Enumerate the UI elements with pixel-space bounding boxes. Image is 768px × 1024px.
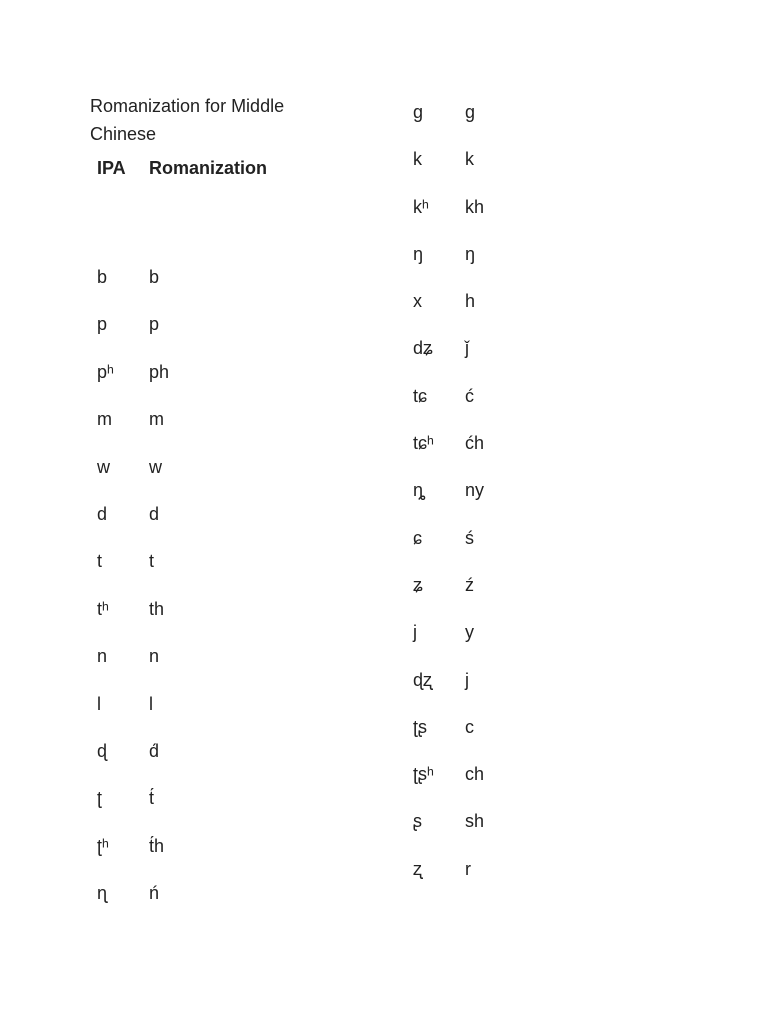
- romanization-cell: h: [465, 291, 476, 312]
- ipa-cell: l: [97, 693, 101, 714]
- romanization-cell: kh: [465, 196, 485, 217]
- romanization-cell: c: [465, 716, 474, 737]
- ipa-cell: ʈʰ: [97, 835, 109, 856]
- ipa-cell: tɕ: [413, 385, 428, 406]
- ipa-cell: t: [97, 551, 103, 572]
- ipa-cell: ɖ: [97, 740, 108, 761]
- ipa-cell: k: [413, 149, 422, 170]
- table-row: [0, 572, 768, 619]
- romanization-cell: ć: [465, 385, 474, 406]
- ipa-cell: d: [97, 503, 108, 524]
- ipa-cell: pʰ: [97, 361, 114, 382]
- table-row: [0, 525, 768, 572]
- ipa-cell: dʑ: [413, 338, 433, 359]
- ipa-cell: ɖʐ: [413, 669, 433, 690]
- romanization-cell: w: [149, 456, 162, 477]
- ipa-cell: ȵ: [413, 480, 426, 501]
- table-row: [0, 194, 768, 241]
- table-row: [0, 146, 768, 193]
- ipa-cell: ʑ: [413, 574, 423, 595]
- ipa-cell: p: [97, 314, 108, 335]
- ipa-cell: ʈ: [97, 788, 103, 809]
- table-row: [0, 288, 768, 335]
- ipa-cell: w: [97, 456, 110, 477]
- romanization-cell: d́: [149, 740, 160, 761]
- romanization-cell: j: [465, 669, 469, 690]
- ipa-cell: tɕʰ: [413, 433, 434, 454]
- romanization-cell: t́: [149, 788, 155, 809]
- romanization-cell: ch: [465, 764, 485, 785]
- romanization-cell: n: [149, 646, 160, 667]
- romanization-cell: k: [465, 149, 474, 170]
- table-row: [0, 667, 768, 714]
- ipa-cell: tʰ: [97, 598, 109, 619]
- header-ipa: IPA: [97, 158, 126, 178]
- ipa-cell: g: [413, 102, 424, 122]
- table-row: [0, 383, 768, 430]
- romanization-cell: th: [149, 598, 165, 619]
- romanization-cell: ǰ: [465, 338, 469, 359]
- romanization-cell: l: [149, 693, 153, 714]
- table-row: [0, 808, 768, 855]
- romanization-cell: r: [465, 858, 471, 879]
- header-romanization: Romanization: [149, 158, 268, 178]
- romanization-cell: b: [149, 267, 160, 287]
- right-column: [0, 99, 768, 903]
- romanization-cell: sh: [465, 811, 485, 832]
- ipa-cell: ʈʂ: [413, 716, 428, 737]
- romanization-cell: ń: [149, 883, 160, 904]
- ipa-cell: m: [97, 409, 112, 430]
- ipa-cell: ʐ: [413, 858, 422, 879]
- romanization-cell: ŋ: [465, 243, 476, 264]
- romanization-cell: ś: [465, 527, 474, 548]
- ipa-cell: ɕ: [413, 527, 422, 548]
- romanization-cell: ny: [465, 480, 485, 501]
- table-row: [0, 477, 768, 524]
- table-row: [0, 99, 768, 146]
- ipa-cell: ʂ: [413, 811, 422, 832]
- romanization-cell: g: [465, 102, 476, 122]
- table-row: [0, 241, 768, 288]
- romanization-cell: t: [149, 551, 155, 572]
- table-row: [0, 335, 768, 382]
- romanization-cell: y: [465, 622, 474, 643]
- table-row: [0, 430, 768, 477]
- ipa-cell: ŋ: [413, 243, 424, 264]
- romanization-cell: ź: [465, 574, 474, 595]
- ipa-cell: x: [413, 291, 422, 312]
- romanization-cell: ph: [149, 361, 170, 382]
- ipa-cell: n: [97, 646, 108, 667]
- document-title: Romanization for Middle Chinese: [90, 96, 285, 144]
- table-row: [0, 856, 768, 903]
- ipa-cell: j: [413, 622, 417, 643]
- romanization-cell: m: [149, 409, 164, 430]
- table-row: [0, 619, 768, 666]
- romanization-cell: d: [149, 503, 160, 524]
- romanization-cell: ćh: [465, 433, 485, 454]
- table-row: [0, 761, 768, 808]
- ipa-cell: ɳ: [97, 883, 108, 904]
- ipa-cell: b: [97, 267, 108, 287]
- ipa-cell: kʰ: [413, 196, 429, 217]
- romanization-cell: t́h: [149, 835, 165, 856]
- table-row: [0, 714, 768, 761]
- ipa-cell: ʈʂʰ: [413, 764, 434, 785]
- romanization-cell: p: [149, 314, 160, 335]
